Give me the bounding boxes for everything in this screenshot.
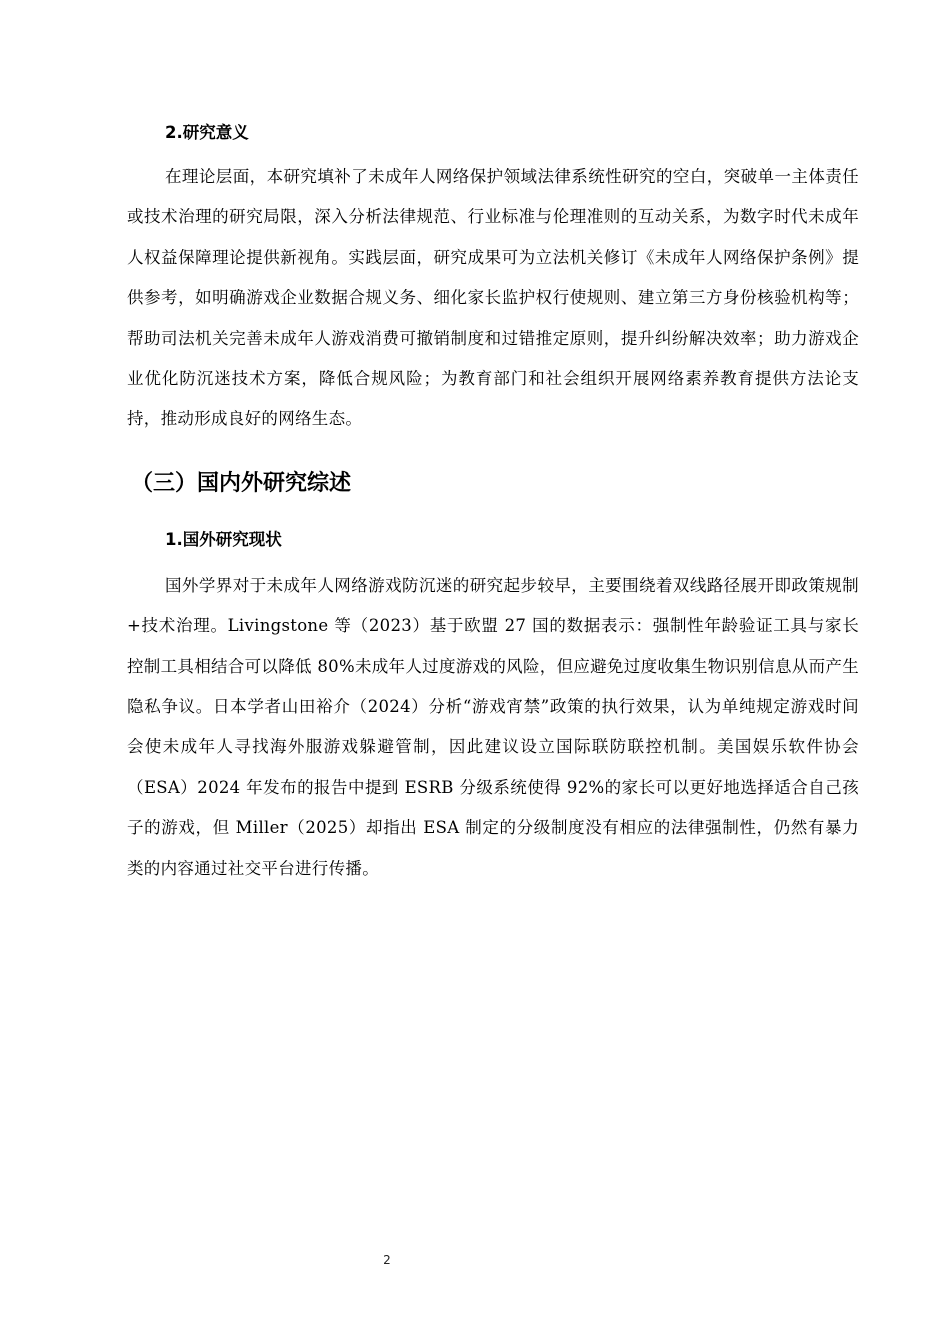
page-number: 2: [383, 1253, 391, 1267]
page-content: [127, 113, 859, 889]
section-heading-foreign-research: 1.国外研究现状: [165, 529, 282, 549]
section-heading-literature-review: （三）国内外研究综述: [131, 470, 352, 496]
section-heading-research-significance: 2.研究意义: [165, 123, 249, 142]
paragraph-foreign-research: 国外学界对于未成年人网络游戏防沉迷的研究起步较早，主要围绕着双线路径展开即政策规制+技术治理。Livingstone 等（2023）基于欧盟 27 国的数据表示：强制性年龄验证工具与家长控制工具相结合可以降低 80%未成年人过度游戏的风险，但应避免过度收集生物识别信息从而产生隐私争议。日本学者山田裕介（2024）分析“游戏宵禁”政策的执行效果，认为单纯规定游戏时间会使未成年人寻找海外服游戏躲避管制，因此建议设立国际联防联控机制。美国娱乐软件协会（ESA）2024 年发布的报告中提到 ESRB 分级系统使得 92%的家长可以更好地选择适合自己孩子的游戏，但 Miller（2025）却指出 ESA 制定的分级制度没有相应的法律强制性，仍然有暴力类的内容通过社交平台进行传播。: [127, 575, 859, 878]
paragraph-research-significance: 在理论层面，本研究填补了未成年人网络保护领域法律系统性研究的空白，突破单一主体责任或技术治理的研究局限，深入分析法律规范、行业标准与伦理准则的互动关系，为数字时代未成年人权益保障理论提供新视角。实践层面，研究成果可为立法机关修订《未成年人网络保护条例》提供参考，如明确游戏企业数据合规义务、细化家长监护权行使规则、建立第三方身份核验机构等；帮助司法机关完善未成年人游戏消费可撤销制度和过错推定原则，提升纠纷解决效率；助力游戏企业优化防沉迷技术方案，降低合规风险；为教育部门和社会组织开展网络素养教育提供方法论支持，推动形成良好的网络生态。: [127, 167, 859, 429]
